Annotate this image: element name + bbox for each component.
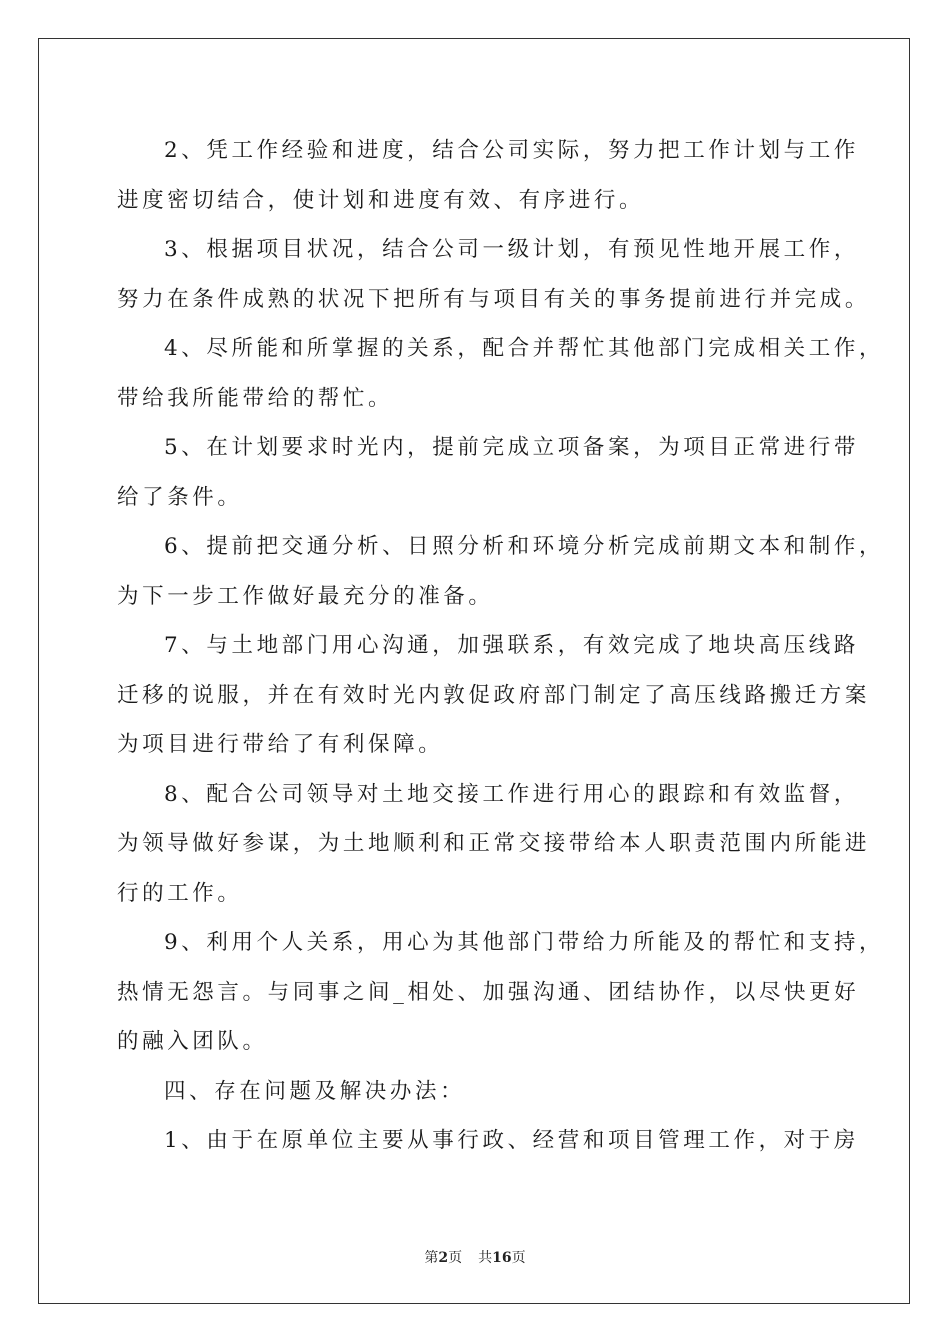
line-item-2-end: 进度密切结合，使计划和进度有效、有序进行。 — [117, 187, 645, 213]
line-item-4-end: 带给我所能带给的帮忙。 — [117, 385, 394, 411]
line-item-7-middle: 迁移的说服，并在有效时光内敦促政府部门制定了高压线路搬迁方案 — [117, 682, 871, 708]
footer-page-number: 2 — [438, 1250, 449, 1266]
line-item-4-start: 4、尽所能和所掌握的关系，配合并帮忙其他部门完成相关工作， — [164, 336, 885, 361]
line-item-3-start: 3、根据项目状况，结合公司一级计划，有预见性地开展工作， — [164, 237, 859, 262]
line-item-8-middle: 为领导做好参谋，为土地顺利和正常交接带给本人职责范围内所能进 — [117, 831, 871, 856]
section-heading-problems: 四、存在问题及解决办法： — [164, 1078, 466, 1104]
line-item-8-start: 8、配合公司领导对土地交接工作进行用心的跟踪和有效监督， — [164, 781, 859, 807]
line-item-7-start: 7、与土地部门用心沟通，加强联系，有效完成了地块高压线路 — [164, 633, 859, 658]
footer-total-prefix: 共 — [478, 1250, 493, 1266]
line-problem-1-start: 1、由于在原单位主要从事行政、经营和项目管理工作，对于房 — [164, 1128, 859, 1153]
line-item-5-start: 5、在计划要求时光内，提前完成立项备案，为项目正常进行带 — [164, 435, 859, 460]
line-item-8-end: 行的工作。 — [117, 880, 243, 906]
line-item-9-start: 9、利用个人关系，用心为其他部门带给力所能及的帮忙和支持， — [164, 930, 885, 955]
line-item-3-end: 努力在条件成熟的状况下把所有与项目有关的事务提前进行并完成。 — [117, 286, 871, 312]
page-footer — [0, 1247, 950, 1267]
footer-total-pages: 16 — [492, 1250, 512, 1266]
footer-page-suffix: 页 — [448, 1250, 463, 1266]
line-item-6-start: 6、提前把交通分析、日照分析和环境分析完成前期文本和制作， — [164, 534, 885, 559]
line-item-7-end: 为项目进行带给了有利保障。 — [117, 732, 444, 757]
line-item-6-end: 为下一步工作做好最充分的准备。 — [117, 583, 494, 609]
line-item-2-start: 2、凭工作经验和进度，结合公司实际，努力把工作计划与工作 — [164, 138, 859, 163]
line-item-5-end: 给了条件。 — [117, 484, 243, 510]
document-body — [117, 126, 885, 1166]
footer-total-suffix: 页 — [511, 1250, 526, 1266]
line-item-9-middle: 热情无怨言。与同事之间_相处、加强沟通、团结协作，以尽快更好 — [117, 979, 860, 1005]
footer-page-prefix: 第 — [424, 1250, 439, 1266]
line-item-9-end: 的融入团队。 — [117, 1029, 268, 1054]
